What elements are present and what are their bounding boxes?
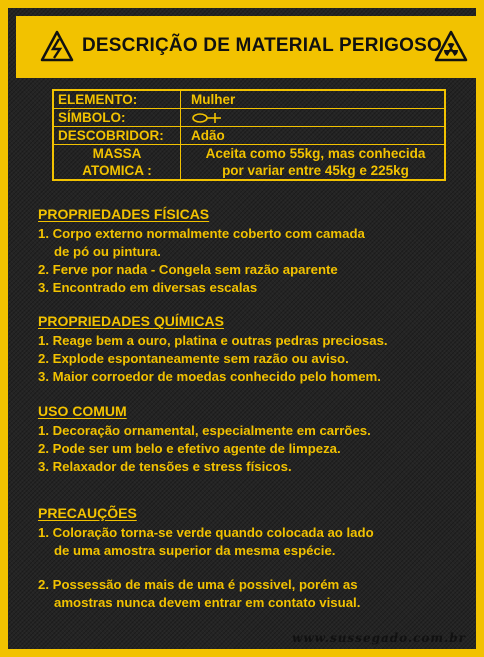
- warning-triangle-icon: [40, 30, 74, 62]
- table-row: [53, 109, 445, 127]
- table-value: [181, 109, 446, 127]
- section-uso-comum: [38, 403, 371, 476]
- section-title: PROPRIEDADES QUÍMICAS: [38, 313, 224, 329]
- section-title: PROPRIEDADES FÍSICAS: [38, 206, 210, 222]
- section-title: PRECAUÇÕES: [38, 505, 137, 521]
- list-item: 2. Possessão de mais de uma é possivel, porém as amostras nunca devem entrar em contato visual.: [38, 577, 361, 610]
- list-item: 1. Corpo externo normalmente coberto com camada de pó ou pintura.: [38, 226, 365, 259]
- table-value: Adão: [181, 127, 446, 145]
- section-propriedades-fisicas: [38, 206, 365, 297]
- list-item: 3. Maior corroedor de moedas conhecido pelo homem.: [38, 369, 381, 384]
- list-item: 3. Relaxador de tensões e stress físicos.: [38, 459, 292, 474]
- list-item: 2. Pode ser um belo e efetivo agente de limpeza.: [38, 441, 341, 456]
- table-key: MASSA ATOMICA :: [53, 145, 181, 181]
- radiation-triangle-icon: [434, 30, 468, 62]
- table-value: Aceita como 55kg, mas conhecida por variar entre 45kg e 225kg: [181, 145, 446, 181]
- table-row: [53, 145, 445, 181]
- list-item: 1. Decoração ornamental, especialmente em carrões.: [38, 423, 371, 438]
- table-row: [53, 90, 445, 109]
- page-title: DESCRIÇÃO DE MATERIAL PERIGOSO: [82, 35, 442, 56]
- table-row: [53, 127, 445, 145]
- table-key: ELEMENTO:: [53, 90, 181, 109]
- header-banner: [16, 16, 484, 78]
- section-precaucoes: [38, 505, 374, 612]
- list-item: 2. Explode espontaneamente sem razão ou aviso.: [38, 351, 349, 366]
- section-title: USO COMUM: [38, 403, 127, 419]
- list-item: 1. Reage bem a ouro, platina e outras pedras preciosas.: [38, 333, 388, 348]
- female-symbol-icon: [191, 111, 227, 125]
- list-item: 1. Coloração torna-se verde quando colocada ao lado de uma amostra superior da mesma espécie.: [38, 525, 374, 558]
- table-value: Mulher: [181, 90, 446, 109]
- table-key: SÍMBOLO:: [53, 109, 181, 127]
- section-propriedades-quimicas: [38, 313, 388, 386]
- element-data-table: [52, 89, 446, 181]
- footer-url: www.sussegado.com.br: [291, 631, 466, 645]
- table-key: DESCOBRIDOR:: [53, 127, 181, 145]
- list-item: 2. Ferve por nada - Congela sem razão aparente: [38, 262, 338, 277]
- list-item: 3. Encontrado em diversas escalas: [38, 280, 258, 295]
